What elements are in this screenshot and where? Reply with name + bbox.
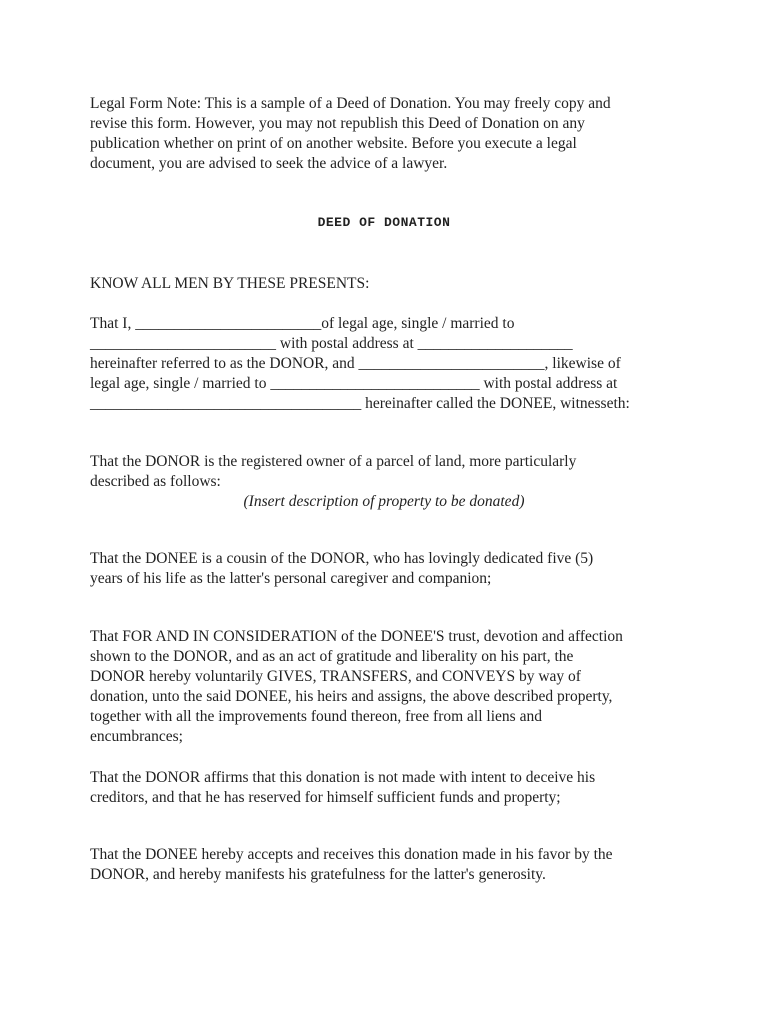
acceptance-line-2: DONOR, and hereby manifests his gratefulness for the latter's generosity. <box>90 866 546 883</box>
note-line-4: document, you are advised to seek the advice of a lawyer. <box>90 155 448 172</box>
parties-line-5: ___________________________________ hereinafter called the DONEE, witnesseth: <box>90 395 630 412</box>
parties-line-3: hereinafter referred to as the DONOR, and ________________________, likewise of <box>90 355 621 372</box>
consideration-line-6: encumbrances; <box>90 728 183 745</box>
acceptance-line-1: That the DONEE hereby accepts and receives this donation made in his favor by the <box>90 846 613 863</box>
document-title: DEED OF DONATION <box>317 215 451 230</box>
relationship-line-1: That the DONEE is a cousin of the DONOR, who has lovingly dedicated five (5) <box>90 550 594 567</box>
note-line-2: revise this form. However, you may not republish this Deed of Donation on any <box>90 115 585 132</box>
consideration-line-2: shown to the DONOR, and as an act of gratitude and liberality on his part, the <box>90 648 574 665</box>
affirmation-line-2: creditors, and that he has reserved for himself sufficient funds and property; <box>90 789 561 806</box>
relationship-line-2: years of his life as the latter's personal caregiver and companion; <box>90 570 492 587</box>
property-line-1: That the DONOR is the registered owner of a parcel of land, more particularly <box>90 453 577 470</box>
consideration-line-3: DONOR hereby voluntarily GIVES, TRANSFERS, and CONVEYS by way of <box>90 668 581 685</box>
preamble: KNOW ALL MEN BY THESE PRESENTS: <box>90 275 370 292</box>
consideration-line-4: donation, unto the said DONEE, his heirs and assigns, the above described property, <box>90 688 613 705</box>
property-description-placeholder: (Insert description of property to be donated) <box>243 493 525 510</box>
parties-line-4: legal age, single / married to ___________________________ with postal address at <box>90 375 618 392</box>
consideration-line-5: together with all the improvements found thereon, free from all liens and <box>90 708 542 725</box>
parties-line-1: That I, ________________________of legal age, single / married to <box>90 315 515 332</box>
consideration-line-1: That FOR AND IN CONSIDERATION of the DONEE'S trust, devotion and affection <box>90 628 623 645</box>
note-line-1: Legal Form Note: This is a sample of a Deed of Donation. You may freely copy and <box>90 95 611 112</box>
affirmation-line-1: That the DONOR affirms that this donation is not made with intent to deceive his <box>90 769 596 786</box>
note-line-3: publication whether on print of on another website. Before you execute a legal <box>90 135 577 152</box>
property-line-2: described as follows: <box>90 473 221 490</box>
parties-line-2: ________________________ with postal address at ____________________ <box>90 335 573 352</box>
